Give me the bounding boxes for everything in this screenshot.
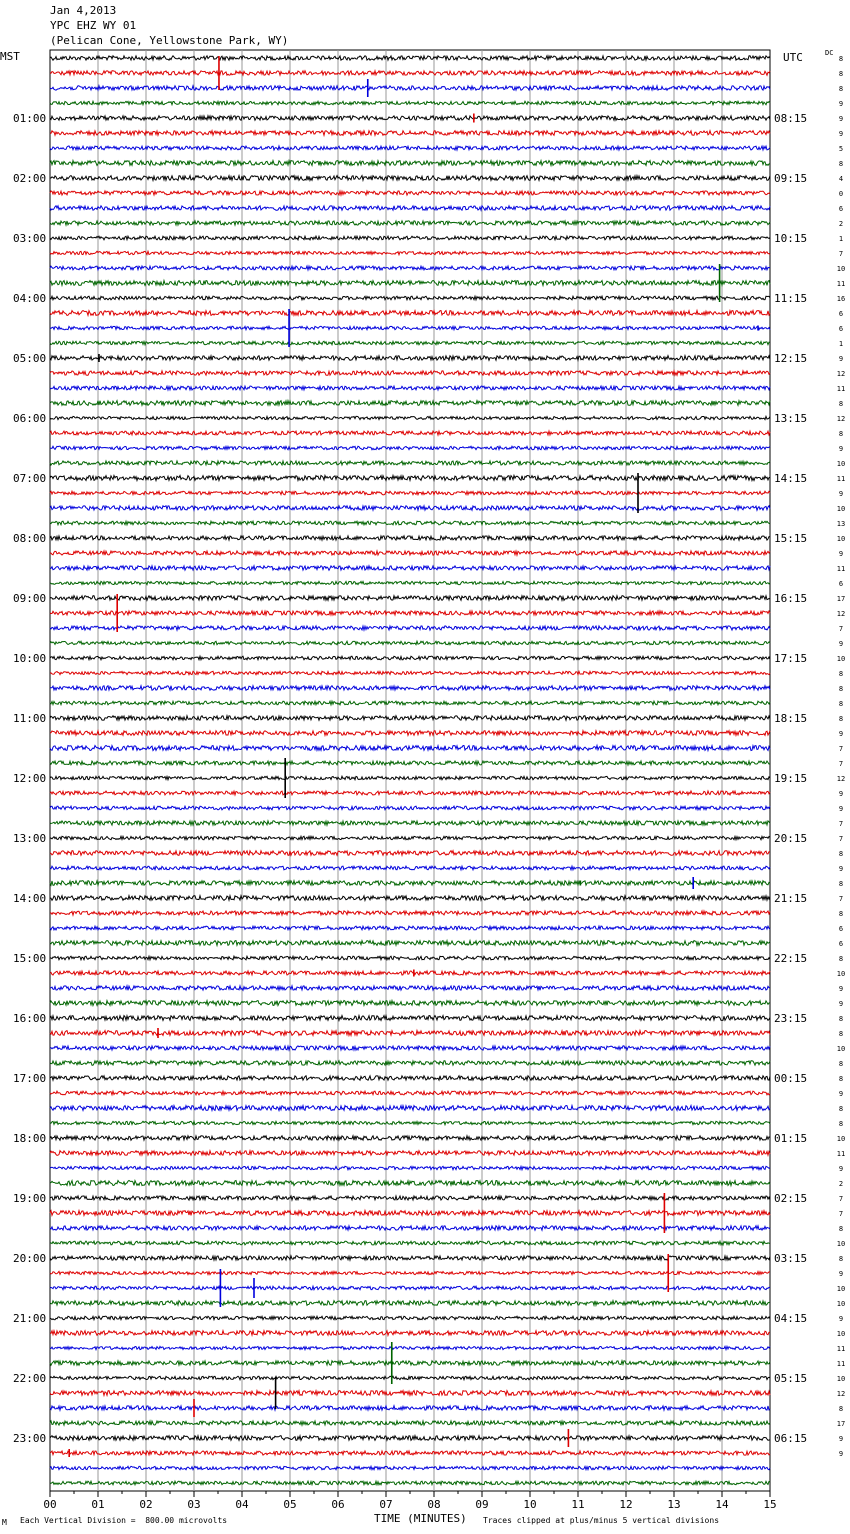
trace-line <box>50 1061 770 1065</box>
mst-time-label: 13:00 <box>13 832 47 845</box>
utc-time-label: 10:15 <box>774 232 808 245</box>
trace-line <box>50 1196 770 1200</box>
x-tick-label: 06 <box>331 1498 345 1511</box>
utc-time-label: 05:15 <box>774 1372 808 1385</box>
x-tick-label: 07 <box>379 1498 393 1511</box>
trace-line <box>50 161 770 166</box>
dc-value: 7 <box>838 1210 844 1218</box>
dc-value: 6 <box>838 940 844 948</box>
trace-line <box>50 491 770 495</box>
dc-value: 11 <box>836 1345 846 1353</box>
mst-time-label: 04:00 <box>13 292 47 305</box>
trace-line <box>50 881 770 886</box>
trace-line <box>50 971 770 975</box>
dc-value: 4 <box>838 175 844 183</box>
x-tick-label: 08 <box>427 1498 441 1511</box>
trace-line <box>50 671 770 674</box>
dc-value: 2 <box>838 1180 844 1188</box>
mst-time-label: 12:00 <box>13 772 47 785</box>
trace-line <box>50 521 770 525</box>
trace-line <box>50 266 770 270</box>
trace-line <box>50 431 770 435</box>
station-code: YPC EHZ WY 01 <box>50 19 137 32</box>
trace-line <box>50 251 770 254</box>
mst-time-label: 07:00 <box>13 472 47 485</box>
trace-line <box>50 896 770 901</box>
x-axis-label: TIME (MINUTES) <box>374 1512 467 1525</box>
dc-value: 7 <box>838 760 844 768</box>
dc-value: 12 <box>836 775 846 783</box>
trace-line <box>50 341 770 344</box>
dc-value: 9 <box>838 1000 844 1008</box>
utc-time-label: 00:15 <box>774 1072 808 1085</box>
trace-line <box>50 641 770 645</box>
dc-value: 13 <box>836 520 846 528</box>
dc-value: 17 <box>836 595 846 603</box>
utc-time-label: 23:15 <box>774 1012 808 1025</box>
dc-value: 12 <box>836 415 846 423</box>
dc-value: 0 <box>838 190 844 198</box>
dc-value: 9 <box>838 865 844 873</box>
dc-value: 10 <box>836 1045 846 1053</box>
mst-time-label: 18:00 <box>13 1132 47 1145</box>
x-tick-label: 09 <box>475 1498 489 1511</box>
dc-value: 8 <box>838 955 844 963</box>
trace-line <box>50 1001 770 1006</box>
trace-line <box>50 236 770 240</box>
trace-line <box>50 191 770 195</box>
utc-time-label: 22:15 <box>774 952 808 965</box>
dc-value: 8 <box>838 1225 844 1233</box>
trace-line <box>50 146 770 150</box>
trace-line <box>50 716 770 721</box>
utc-time-label: 19:15 <box>774 772 808 785</box>
dc-value: 10 <box>836 265 846 273</box>
x-tick-label: 11 <box>571 1498 585 1511</box>
scale-note: Each Vertical Division = 800.00 microvolts <box>20 1516 228 1525</box>
dc-value: 9 <box>838 805 844 813</box>
dc-value: 10 <box>836 1135 846 1143</box>
dc-value: 8 <box>838 1060 844 1068</box>
trace-line <box>50 701 770 705</box>
dc-value: 11 <box>836 1360 846 1368</box>
utc-time-label: 20:15 <box>774 832 808 845</box>
x-tick-label: 12 <box>619 1498 633 1511</box>
utc-time-label: 09:15 <box>774 172 808 185</box>
trace-line <box>50 581 770 584</box>
trace-line <box>50 71 770 75</box>
dc-value: 5 <box>838 145 844 153</box>
trace-line <box>50 1376 770 1379</box>
trace-line <box>50 551 770 555</box>
dc-value: 9 <box>838 355 844 363</box>
utc-time-label: 17:15 <box>774 652 808 665</box>
dc-value: 2 <box>838 220 844 228</box>
trace-line <box>50 1421 770 1425</box>
trace-line <box>50 1331 770 1336</box>
station-location: (Pelican Cone, Yellowstone Park, WY) <box>50 34 289 47</box>
trace-line <box>50 1151 770 1156</box>
trace-line <box>50 116 770 120</box>
dc-value: 9 <box>838 445 844 453</box>
trace-line <box>50 656 770 659</box>
right-axis-label: UTC <box>783 51 803 64</box>
trace-line <box>50 371 770 375</box>
trace-line <box>50 131 770 136</box>
trace-line <box>50 356 770 361</box>
utc-time-label: 18:15 <box>774 712 808 725</box>
trace-line <box>50 1106 770 1111</box>
dc-value: 8 <box>838 1255 844 1263</box>
dc-value: 17 <box>836 1420 846 1428</box>
mst-time-label: 08:00 <box>13 532 47 545</box>
dc-value: 7 <box>838 250 844 258</box>
dc-value: 9 <box>838 115 844 123</box>
trace-line <box>50 86 770 90</box>
utc-time-label: 11:15 <box>774 292 808 305</box>
clip-note: Traces clipped at plus/minus 5 vertical divisions <box>483 1516 720 1525</box>
dc-value: 8 <box>838 700 844 708</box>
trace-line <box>50 446 770 449</box>
dc-value: 8 <box>838 55 844 63</box>
utc-time-label: 04:15 <box>774 1312 808 1325</box>
mst-time-label: 11:00 <box>13 712 47 725</box>
trace-line <box>50 596 770 601</box>
dc-value: 10 <box>836 460 846 468</box>
dc-value: 8 <box>838 400 844 408</box>
dc-value: 8 <box>838 715 844 723</box>
x-tick-label: 03 <box>187 1498 201 1511</box>
dc-value: 10 <box>836 535 846 543</box>
dc-value: 11 <box>836 385 846 393</box>
dc-value: 8 <box>838 850 844 858</box>
dc-value: 8 <box>838 430 844 438</box>
trace-line <box>50 746 770 751</box>
dc-value: 8 <box>838 70 844 78</box>
left-axis-label: MST <box>0 50 20 63</box>
trace-line <box>50 731 770 736</box>
dc-value: 10 <box>836 1330 846 1338</box>
trace-line <box>50 1241 770 1245</box>
x-tick-label: 04 <box>235 1498 249 1511</box>
dc-value: 10 <box>836 1285 846 1293</box>
trace-line <box>50 686 770 691</box>
trace-line <box>50 416 770 419</box>
x-tick-label: 02 <box>139 1498 153 1511</box>
trace-line <box>50 776 770 779</box>
trace-line <box>50 836 770 839</box>
dc-value: 8 <box>838 1120 844 1128</box>
trace-line <box>50 506 770 510</box>
utc-time-label: 12:15 <box>774 352 808 365</box>
dc-value: 8 <box>838 670 844 678</box>
trace-line <box>50 296 770 300</box>
dc-value: 16 <box>836 295 846 303</box>
utc-time-label: 13:15 <box>774 412 808 425</box>
dc-value: 9 <box>838 1450 844 1458</box>
mst-time-label: 19:00 <box>13 1192 47 1205</box>
trace-line <box>50 56 770 60</box>
trace-line <box>50 536 770 540</box>
utc-time-label: 06:15 <box>774 1432 808 1445</box>
trace-line <box>50 1391 770 1396</box>
mst-time-label: 14:00 <box>13 892 47 905</box>
trace-line <box>50 1091 770 1095</box>
trace-line <box>50 1226 770 1230</box>
dc-value: 9 <box>838 130 844 138</box>
trace-line <box>50 956 770 960</box>
plot-frame <box>50 50 770 1491</box>
dc-value: 8 <box>838 910 844 918</box>
dc-value: 9 <box>838 1090 844 1098</box>
dc-value: 9 <box>838 985 844 993</box>
trace-line <box>50 1466 770 1469</box>
trace-line <box>50 626 770 630</box>
trace-line <box>50 851 770 856</box>
dc-value: 8 <box>838 1015 844 1023</box>
dc-value: 12 <box>836 610 846 618</box>
dc-value: 8 <box>838 1405 844 1413</box>
dc-value: 9 <box>838 1435 844 1443</box>
mst-time-label: 15:00 <box>13 952 47 965</box>
trace-line <box>50 401 770 406</box>
dc-value: 12 <box>836 370 846 378</box>
chart-date: Jan 4,2013 <box>50 4 117 17</box>
dc-value: 10 <box>836 970 846 978</box>
utc-time-label: 08:15 <box>774 112 808 125</box>
trace-line <box>50 1451 770 1455</box>
trace-line <box>50 611 770 615</box>
trace-line <box>50 1211 770 1216</box>
dc-value: 9 <box>838 1165 844 1173</box>
utc-time-label: 21:15 <box>774 892 808 905</box>
trace-line <box>50 206 770 210</box>
dc-value: 8 <box>838 1030 844 1038</box>
dc-value: 8 <box>838 1075 844 1083</box>
dc-column-label: DC <box>825 49 834 57</box>
trace-line <box>50 101 770 104</box>
mst-time-label: 17:00 <box>13 1072 47 1085</box>
trace-line <box>50 986 770 990</box>
dc-value: 10 <box>836 1375 846 1383</box>
dc-value: 9 <box>838 730 844 738</box>
trace-line <box>50 326 770 329</box>
x-tick-label: 13 <box>667 1498 681 1511</box>
dc-value: 9 <box>838 640 844 648</box>
trace-line <box>50 1316 770 1319</box>
dc-value: 6 <box>838 205 844 213</box>
dc-value: 9 <box>838 550 844 558</box>
trace-line <box>50 1286 770 1290</box>
trace-line <box>50 821 770 825</box>
trace-line <box>50 806 770 810</box>
trace-line <box>50 941 770 946</box>
mst-time-label: 03:00 <box>13 232 47 245</box>
x-tick-label: 05 <box>283 1498 297 1511</box>
dc-value: 9 <box>838 790 844 798</box>
x-tick-label: 15 <box>763 1498 777 1511</box>
trace-line <box>50 761 770 765</box>
trace-line <box>50 281 770 286</box>
dc-value: 10 <box>836 1300 846 1308</box>
dc-value: 8 <box>838 85 844 93</box>
dc-value: 7 <box>838 625 844 633</box>
trace-line <box>50 461 770 465</box>
trace-line <box>50 1046 770 1050</box>
trace-line <box>50 1256 770 1260</box>
mst-time-label: 01:00 <box>13 112 47 125</box>
dc-value: 7 <box>838 895 844 903</box>
trace-line <box>50 476 770 481</box>
trace-line <box>50 1436 770 1441</box>
dc-value: 1 <box>838 340 844 348</box>
trace-line <box>50 1301 770 1306</box>
x-tick-label: 10 <box>523 1498 537 1511</box>
trace-line <box>50 1346 770 1349</box>
trace-line <box>50 866 770 870</box>
dc-value: 10 <box>836 655 846 663</box>
x-tick-label: 14 <box>715 1498 729 1511</box>
utc-time-label: 14:15 <box>774 472 808 485</box>
dc-value: 6 <box>838 925 844 933</box>
trace-line <box>50 1481 770 1485</box>
dc-value: 11 <box>836 1150 846 1158</box>
mst-time-label: 09:00 <box>13 592 47 605</box>
trace-line <box>50 221 770 225</box>
dc-value: 7 <box>838 820 844 828</box>
trace-line <box>50 911 770 915</box>
dc-value: 8 <box>838 880 844 888</box>
dc-value: 11 <box>836 280 846 288</box>
trace-line <box>50 311 770 316</box>
dc-value: 11 <box>836 565 846 573</box>
utc-time-label: 16:15 <box>774 592 808 605</box>
mst-time-label: 20:00 <box>13 1252 47 1265</box>
corner-mark: M <box>2 1518 7 1527</box>
dc-value: 11 <box>836 475 846 483</box>
trace-line <box>50 926 770 930</box>
trace-line <box>50 386 770 390</box>
dc-value: 7 <box>838 835 844 843</box>
trace-line <box>50 1181 770 1186</box>
trace-line <box>50 1136 770 1140</box>
mst-time-label: 23:00 <box>13 1432 47 1445</box>
dc-value: 1 <box>838 235 844 243</box>
dc-value: 6 <box>838 310 844 318</box>
dc-value: 7 <box>838 745 844 753</box>
trace-line <box>50 1076 770 1080</box>
dc-value: 9 <box>838 100 844 108</box>
mst-time-label: 21:00 <box>13 1312 47 1325</box>
utc-time-label: 15:15 <box>774 532 808 545</box>
trace-line <box>50 1016 770 1021</box>
dc-value: 8 <box>838 1105 844 1113</box>
utc-time-label: 02:15 <box>774 1192 808 1205</box>
mst-time-label: 02:00 <box>13 172 47 185</box>
trace-line <box>50 1166 770 1169</box>
mst-time-label: 05:00 <box>13 352 47 365</box>
trace-line <box>50 1121 770 1124</box>
mst-time-label: 10:00 <box>13 652 47 665</box>
trace-line <box>50 1271 770 1274</box>
dc-value: 8 <box>838 685 844 693</box>
dc-value: 9 <box>838 490 844 498</box>
x-tick-label: 01 <box>91 1498 105 1511</box>
utc-time-label: 03:15 <box>774 1252 808 1265</box>
mst-time-label: 16:00 <box>13 1012 47 1025</box>
mst-time-label: 06:00 <box>13 412 47 425</box>
dc-value: 12 <box>836 1390 846 1398</box>
trace-line <box>50 791 770 795</box>
dc-value: 9 <box>838 1315 844 1323</box>
mst-time-label: 22:00 <box>13 1372 47 1385</box>
dc-value: 10 <box>836 1240 846 1248</box>
dc-value: 8 <box>838 160 844 168</box>
dc-value: 7 <box>838 1195 844 1203</box>
dc-value: 9 <box>838 1270 844 1278</box>
utc-time-label: 01:15 <box>774 1132 808 1145</box>
dc-value: 6 <box>838 325 844 333</box>
dc-value: 10 <box>836 505 846 513</box>
trace-line <box>50 1406 770 1410</box>
x-tick-label: 00 <box>43 1498 57 1511</box>
trace-line <box>50 176 770 181</box>
dc-value: 6 <box>838 580 844 588</box>
trace-line <box>50 1361 770 1365</box>
trace-line <box>50 566 770 570</box>
